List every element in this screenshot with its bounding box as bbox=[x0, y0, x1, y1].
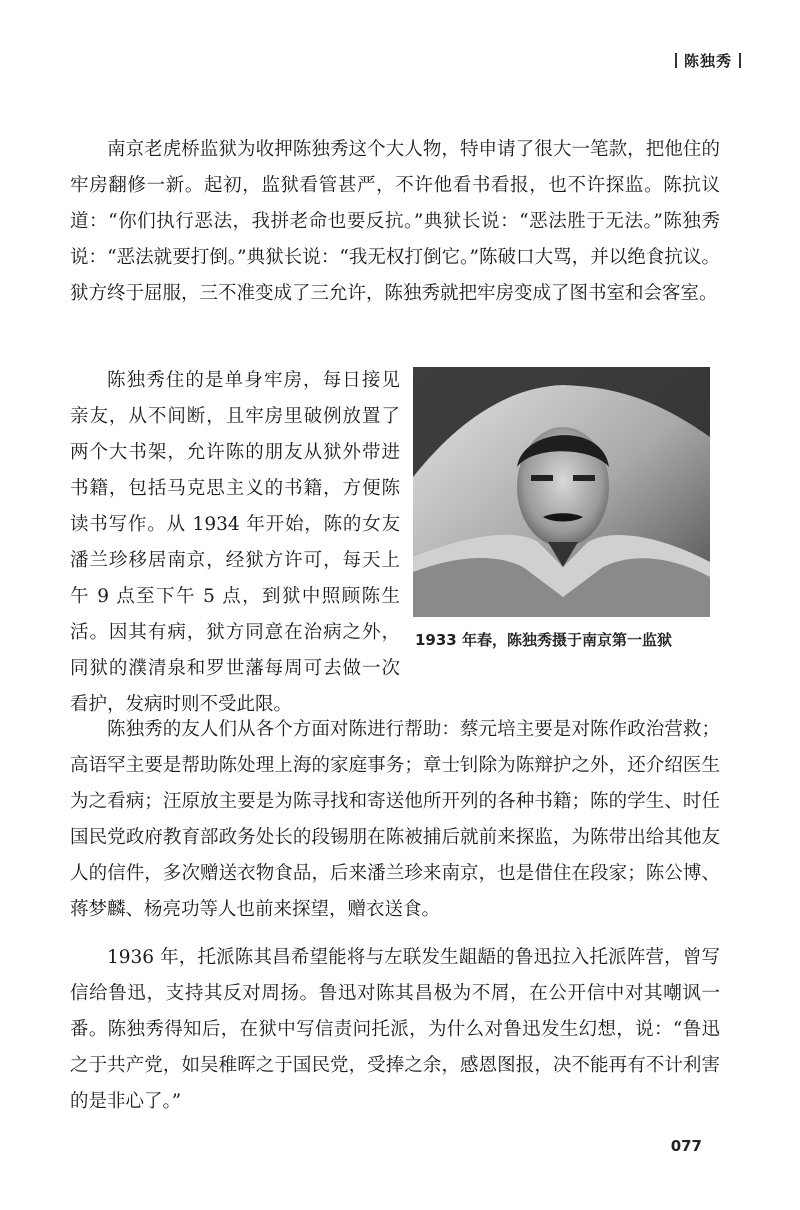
chapter-title: 陈独秀 bbox=[683, 52, 732, 70]
header-divider-right bbox=[739, 53, 741, 68]
paragraph-1: 南京老虎桥监狱为收押陈独秀这个大人物，特申请了很大一笔款，把他住的牢房翻修一新。起初，监狱看管甚严，不许他看书看报，也不许探监。陈抗议道：“你们执行恶法，我拼老命也要反抗。”典狱长说：“恶法胜于无法。”陈独秀说：“恶法就要打倒。”典狱长说：“我无权打倒它。”陈破口大骂，并以绝食抗议。狱方终于屈服，三不准变成了三允许，陈独秀就把牢房变成了图书室和会客室。 bbox=[70, 139, 720, 304]
header-divider-left bbox=[675, 53, 677, 68]
photo-caption: 1933 年春，陈独秀摄于南京第一监狱 bbox=[415, 631, 672, 649]
photo-figure bbox=[413, 367, 710, 650]
paragraph-4: 1936 年，托派陈其昌希望能将与左联发生龃龉的鲁迅拉入托派阵营，曾写信给鲁迅，支持其反对周扬。鲁迅对陈其昌极为不屑，在公开信中对其嘲讽一番。陈独秀得知后，在狱中写信责问托派，为什么对鲁迅发生幻想，说：“鲁迅之于共产党，如吴稚晖之于国民党，受捧之余，感恩图报，决不能再有不计利害的是非心了。” bbox=[70, 947, 720, 1112]
paragraph-2: 陈独秀住的是单身牢房，每日接见亲友，从不间断，且牢房里破例放置了两个大书架，允许陈的朋友从狱外带进书籍，包括马克思主义的书籍，方便陈读书写作。从 1934 年开始，陈的女友潘兰珍移居南京，经狱方许可，每天上午 9 点至下午 5 点，到狱中照顾陈生活。因其有病，狱方同意在治病之外，同狱的濮清泉和罗世藩每周可去做一次看护，发病时则不受此限。 bbox=[70, 370, 400, 715]
running-header bbox=[668, 50, 748, 71]
paragraph-3: 陈独秀的友人们从各个方面对陈进行帮助：蔡元培主要是对陈作政治营救；高语罕主要是帮助陈处理上海的家庭事务；章士钊除为陈辩护之外，还介绍医生为之看病；汪原放主要是为陈寻找和寄送他所开列的各种书籍；陈的学生、时任国民党政府教育部政务处长的段锡朋在陈被捕后就前来探监，为陈带出给其他友人的信件，多次赠送衣物食品，后来潘兰珍来南京，也是借住在段家；陈公博、蒋梦麟、杨亮功等人也前来探望，赠衣送食。 bbox=[70, 719, 720, 920]
portrait-photo bbox=[413, 367, 710, 617]
page-number: 077 bbox=[670, 1137, 702, 1155]
